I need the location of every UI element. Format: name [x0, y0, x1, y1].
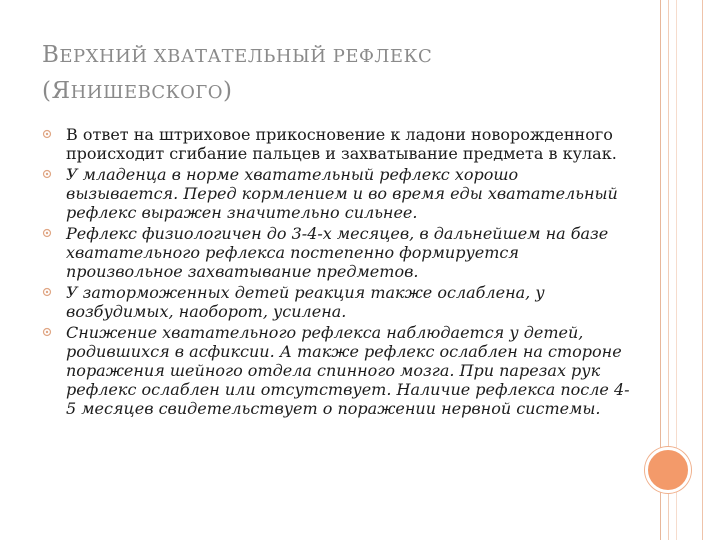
list-item — [40, 165, 630, 222]
list-item — [40, 224, 630, 281]
ornate-bullet-icon — [42, 327, 52, 337]
bullet-text: Снижение хватательного рефлекса наблюдается у детей, родившихся в асфиксии. А также рефлекс ослаблен на стороне поражения шейного отдела спинного мозга. При парезах рук рефлекс ослаблен или отсутствует. Наличие рефлекса после 4-5 месяцев свидетельствует о поражении нервной системы. — [66, 323, 630, 418]
title-part: (Я — [42, 78, 71, 104]
title-part: НИШЕВСКОГО — [70, 82, 223, 103]
bullet-list — [40, 125, 630, 420]
frame-line — [702, 0, 703, 540]
circle-decoration — [645, 447, 691, 493]
bullet-text: Рефлекс физиологичен до 3-4-х месяцев, в дальнейшем на базе хватательного рефлекса постепенно формируется произвольное захватывание предметов. — [66, 224, 609, 281]
title-line-1 — [42, 38, 642, 74]
title-line-2 — [42, 74, 642, 110]
ornate-bullet-icon — [42, 129, 52, 139]
list-item — [40, 283, 630, 321]
bullet-text: В ответ на штриховое прикосновение к ладони новорожденного происходит сгибание пальцев и захватывание предмета в кулак. — [66, 125, 617, 163]
title-part: В — [42, 42, 60, 68]
ornate-bullet-icon — [42, 287, 52, 297]
title-part: ) — [223, 78, 233, 104]
bullet-text: У младенца в норме хватательный рефлекс хорошо вызывается. Перед кормлением и во время еды хватательный рефлекс выражен значительно сильнее. — [66, 165, 618, 222]
list-item — [40, 323, 630, 418]
ornate-bullet-icon — [42, 228, 52, 238]
list-item — [40, 125, 630, 163]
bullet-text: У заторможенных детей реакция также ослаблена, у возбудимых, наоборот, усилена. — [66, 283, 545, 321]
title-part: ЕРХНИЙ ХВАТАТЕЛЬНЫЙ РЕФЛЕКС — [59, 46, 433, 67]
ornate-bullet-icon — [42, 169, 52, 179]
slide-title — [42, 38, 642, 110]
